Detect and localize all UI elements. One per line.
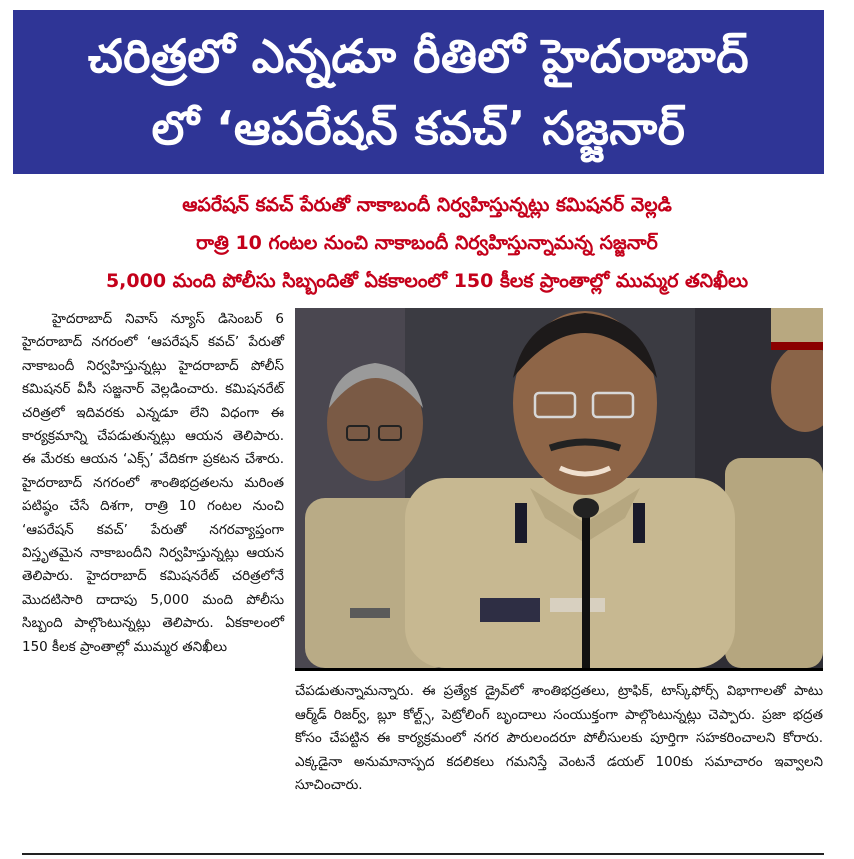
headline-line-2: లో ‘ఆపరేషన్ కవచ్’ సజ్జనార్ <box>151 101 686 155</box>
subheadline-3: 5,000 మంది పోలీసు సిబ్బందితో ఏకకాలంలో 150 కీలక ప్రాంతాల్లో ముమ్మర తనిఖీలు <box>105 270 749 292</box>
press-conference-photo <box>295 308 823 671</box>
subheadline-1: ఆపరేషన్ కవచ్ పేరుతో నాకాబందీ నిర్వహిస్తున్నట్లు కమిషనర్ వెల్లడి <box>182 194 672 216</box>
headline-banner <box>13 10 824 174</box>
headline-line-1: చరిత్రలో ఎన్నడూ రీతిలో హైదరాబాద్ <box>87 29 750 83</box>
article-continued <box>295 680 823 798</box>
subheadline-2: రాత్రి 10 గంటల నుంచి నాకాబందీ నిర్వహిస్తున్నామన్న సజ్జనార్ <box>196 232 658 254</box>
article-body-continued: చేపడుతున్నామన్నారు. ఈ ప్రత్యేక డ్రైవ్‌లో శాంతిభద్రతలు, ట్రాఫిక్, టాస్క్‌ఫోర్స్ విభాగాలతో పాటు ఆర్మ్‌డ్ రిజర్వ్, బ్లూ కోల్ట్స్, పెట్రోలింగ్ బృందాలు సంయుక్తంగా పాల్గొంటున్నట్లు చెప్పారు. ప్రజా భద్రత కోసం చేపట్టిన ఈ కార్యక్రమంలో నగర పౌరులందరూ పోలీసులకు పూర్తిగా సహకరించాలని కోరారు. ఎక్కడైనా అనుమానాస్పద కదలికలు గమనిస్తే వెంటనే డయల్ 100కు సమాచారం ఇవ్వాలని సూచించారు. <box>295 683 823 794</box>
bottom-divider <box>22 853 824 855</box>
subheadlines <box>0 186 854 300</box>
photo-illustration <box>295 308 823 668</box>
article-body-left: హైదరాబాద్ నివాస్ న్యూస్ డిసెంబర్ 6 హైదరాబాద్ నగరంలో ‘ఆపరేషన్ కవచ్’ పేరుతో నాకాబందీ నిర్వహిస్తున్నట్లు హైదరాబాద్ పోలీస్ కమిషనర్ వీసీ సజ్జనార్ వెల్లడించారు. కమిషనరేట్ చరిత్రలో ఇదివరకు ఎన్నడూ లేని విధంగా ఈ కార్యక్రమాన్ని చేపడుతున్నట్లు ఆయన తెలిపారు. ఈ మేరకు ఆయన ‘ఎక్స్’ వేదికగా ప్రకటన చేశారు. హైదరాబాద్ నగరంలో శాంతిభద్రతలను మరింత పటిష్ఠం చేసే దిశగా, రాత్రి 10 గంటల నుంచి ‘ఆపరేషన్ కవచ్’ పేరుతో నగరవ్యాప్తంగా విస్తృతమైన నాకాబందీని నిర్వహిస్తున్నట్లు ఆయన తెలిపారు. హైదరాబాద్ కమిషనరేట్ చరిత్రలోనే మొదటిసారి దాదాపు 5,000 మంది పోలీసు సిబ్బంది పాల్గొంటున్నట్లు తెలిపారు. ఏకకాలంలో 150 కీలక ప్రాంతాల్లో ముమ్మర తనిఖీలు <box>22 311 284 655</box>
article-left-column <box>22 308 284 659</box>
